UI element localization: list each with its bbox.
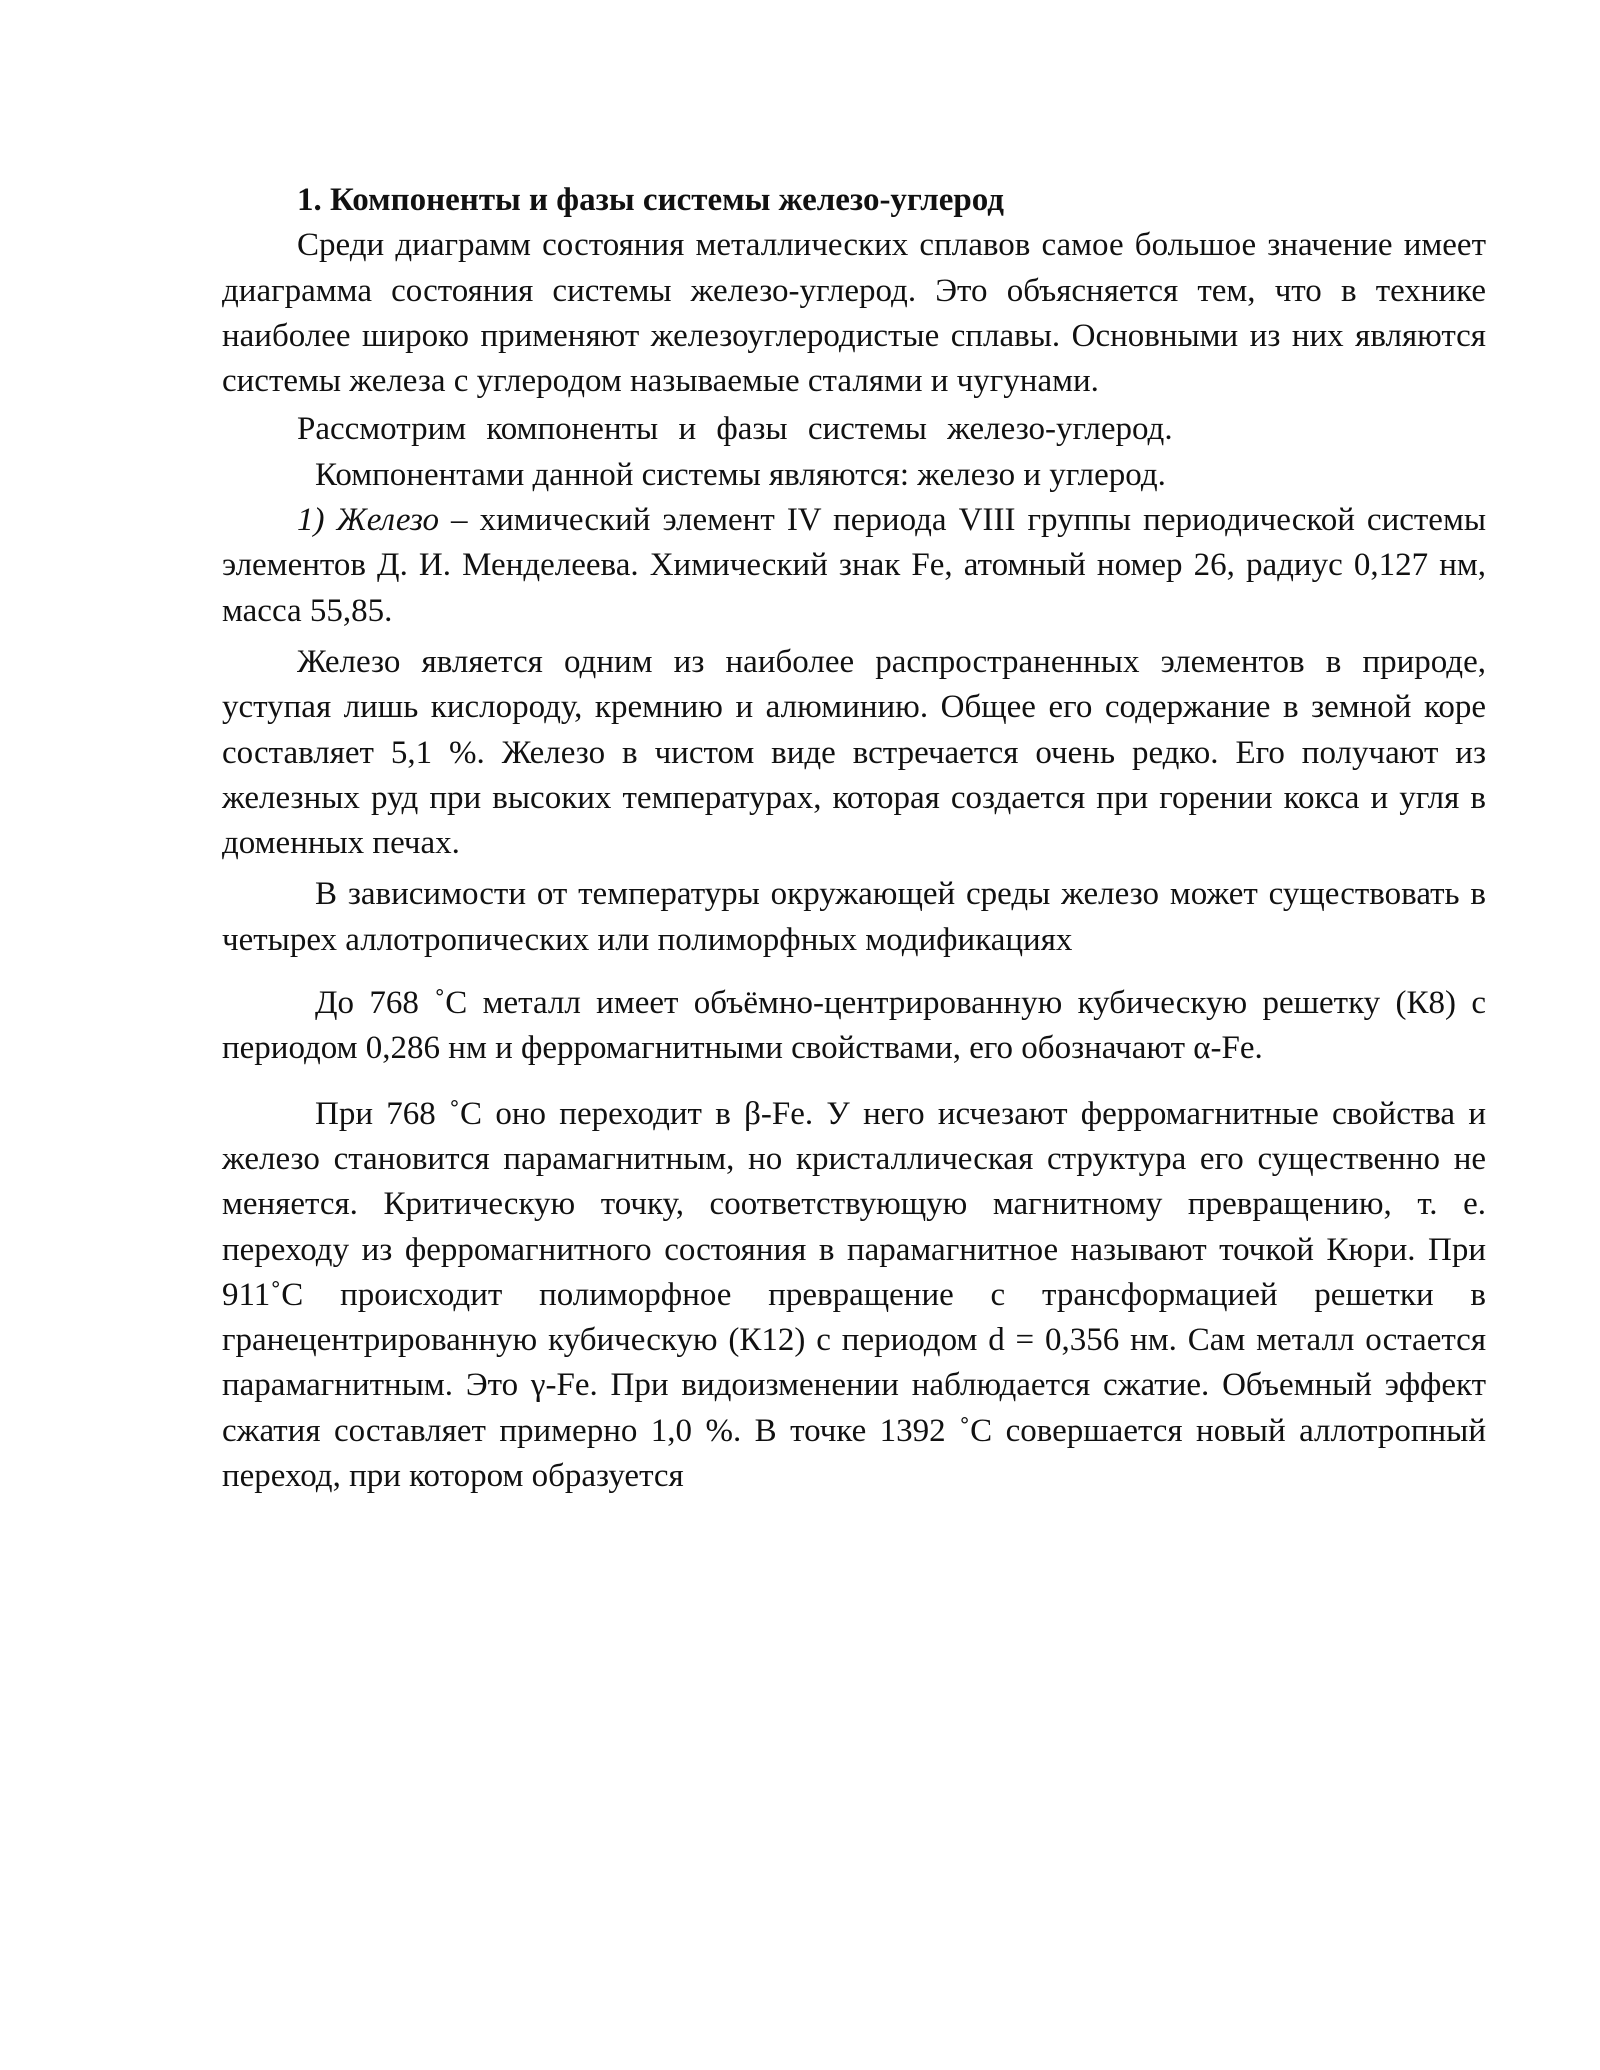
paragraph-alpha-iron: До 768 ˚С металл имеет объёмно-центрированную кубическую решетку (К8) с периодом 0,286 нм и ферромагнитными свойствами, его обозначают α-Fe. — [222, 985, 1486, 1067]
paragraph-iron-definition — [222, 498, 1486, 634]
paragraph-consider: Рассмотрим компоненты и фазы системы железо-углерод. — [297, 411, 1173, 448]
paragraph-modifications: В зависимости от температуры окружающей среды железо может существовать в четырех аллотропических или полиморфных модификациях — [222, 876, 1486, 958]
paragraph-beta-gamma-iron: При 768 ˚С оно переходит в β-Fe. У него исчезают ферромагнитные свойства и железо становится парамагнитным, но кристаллическая структура его существенно не меняется. Критическую точку, соответствующую магнитному превращению, т. е. переходу из ферромагнитного состояния в парамагнитное называют точкой Кюри. При 911˚С происходит полиморфное превращение с трансформацией решетки в гранецентрированную кубическую (К12) с периодом d = 0,356 нм. Сам металл остается парамагнитным. Это γ-Fe. При видоизменении наблюдается сжатие. Объемный эффект сжатия составляет примерно 1,0 %. В точке 1392 ˚С совершается новый аллотропный переход, при котором образуется — [222, 1095, 1486, 1495]
paragraph-components: Компонентами данной системы являются: железо и углерод. — [315, 456, 1166, 493]
document-body — [222, 178, 1486, 1499]
iron-definition-text: – химический элемент IV периода VIII группы периодической системы элементов Д. И. Менделеева. Химический знак Fe, атомный номер 26, радиус 0,127 нм, масса 55,85. — [222, 502, 1487, 629]
paragraph-intro: Среди диаграмм состояния металлических сплавов самое большое значение имеет диаграмма состояния системы железо-углерод. Это объясняется тем, что в технике наиболее широко применяют железоуглеродистые сплавы. Основными из них являются системы железа с углеродом называемые сталями и чугунами. — [222, 227, 1486, 400]
section-heading: 1. Компоненты и фазы системы железо-углерод — [297, 182, 1005, 218]
paragraph-iron-abundance: Железо является одним из наиболее распространенных элементов в природе, уступая лишь кислороду, кремнию и алюминию. Общее его содержание в земной коре составляет 5,1 %. Железо в чистом виде встречается очень редко. Его получают из железных руд при высоких температурах, которая создается при горении кокса и угля в доменных печах. — [222, 643, 1486, 862]
iron-label: 1) Железо — [297, 502, 439, 539]
